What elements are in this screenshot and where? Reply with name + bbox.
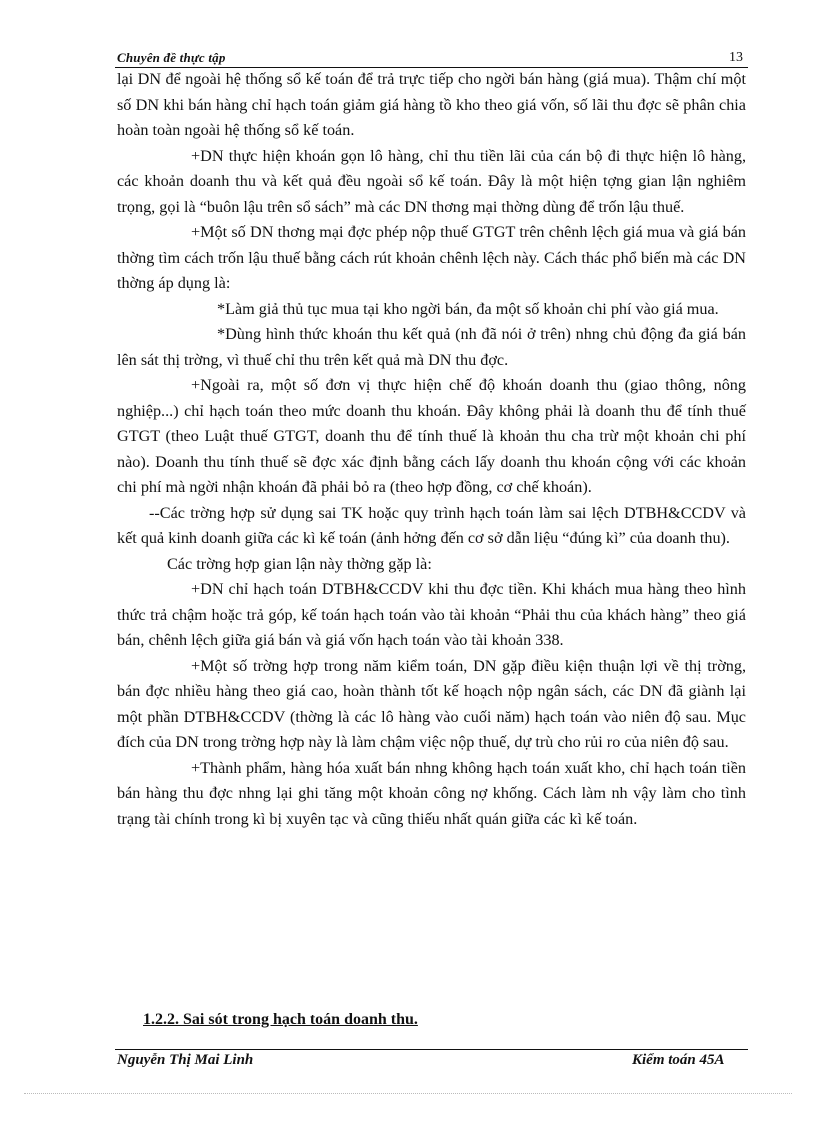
paragraph: +DN chỉ hạch toán DTBH&CCDV khi thu đợc tiền. Khi khách mua hàng theo hình thức trả chậm hoặc trả góp, kế toán hạch toán vào tài khoản “Phải thu của khách hàng” theo giá bán, chênh lệch giữa giá bán và giá vốn hạch toán vào tài khoản 338.	[117, 580, 746, 649]
header-title: Chuyên đề thực tập	[117, 50, 226, 65]
page-number: 13	[729, 50, 743, 65]
paragraph: lại DN để ngoài hệ thống sổ kế toán để trả trực tiếp cho ngời bán hàng (giá mua). Thậm chí một số DN khi bán hàng chỉ hạch toán giảm giá hàng tồ kho theo giá vốn, số lãi thu đợc sẽ phân chia hoàn toàn ngoài hệ thống sổ kế toán.	[117, 70, 746, 139]
footer-class: Kiểm toán 45A	[632, 1052, 725, 1068]
paragraph: +Thành phẩm, hàng hóa xuất bán nhng không hạch toán xuất kho, chỉ hạch toán tiền bán hàng thu đợc nhng lại ghi tăng một khoản công nợ khống. Cách làm nh vậy làm cho tình trạng tài chính trong kì bị xuyên tạc và cũng thiếu nhất quán giữa các kì kế toán.	[117, 758, 746, 828]
paragraph: --Các trờng hợp sử dụng sai TK hoặc quy trình hạch toán làm sai lệch DTBH&CCDV và kết quả kinh doanh giữa các kì kế toán (ảnh hởng đến cơ sở dẫn liệu “đúng kì” của doanh thu).	[117, 503, 746, 547]
footer-author: Nguyễn Thị Mai Linh	[117, 1052, 254, 1068]
paragraph: *Dùng hình thức khoán thu kết quả (nh đã nói ở trên) nhng chủ động đa giá bán lên sát thị trờng, vì thuế chỉ thu trên kết quả mà DN thu đợc.	[117, 325, 746, 369]
paragraph: *Làm giả thủ tục mua tại kho ngời bán, đa một số khoản chi phí vào giá mua.	[217, 299, 719, 318]
paragraph: +Một số trờng hợp trong năm kiểm toán, DN gặp điều kiện thuận lợi về thị trờng, bán đợc nhiều hàng theo giá cao, hoàn thành tốt kế hoạch nộp ngân sách, các DN đã giành lại một phần DTBH&CCDV (thờng là các lô hàng vào cuối năm) hạch toán vào niên độ sau. Mục đích của DN trong trờng hợp này là làm chậm việc nộp thuế, dự trù cho rủi ro của niên độ sau.	[117, 656, 746, 751]
section-heading: 1.2.2. Sai sót trong hạch toán doanh thu.	[143, 1011, 418, 1028]
paragraph: Các trờng hợp gian lận này thờng gặp là:	[167, 554, 432, 573]
page-bottom-divider	[24, 1093, 792, 1094]
paragraph: +DN thực hiện khoán gọn lô hàng, chỉ thu tiền lãi của cán bộ đi thực hiện lô hàng, các khoản doanh thu và kết quả đều ngoài sổ kế toán. Đây là một hiện tợng gian lận nghiêm trọng, gọi là “buôn lậu trên sổ sách” mà các DN thơng mại thờng dùng để trốn lậu thuế.	[117, 146, 746, 216]
body-text	[117, 67, 746, 832]
paragraph: +Ngoài ra, một số đơn vị thực hiện chế độ khoán doanh thu (giao thông, nông nghiệp...) chỉ hạch toán theo mức doanh thu khoán. Đây không phải là doanh thu để tính thuế GTGT (theo Luật thuế GTGT, doanh thu để tính thuế là khoản thu cha trừ một khoản chi phí nào). Doanh thu tính thuế sẽ đợc xác định bằng cách lấy doanh thu khoán cộng với các khoản chi phí mà ngời nhận khoán đã phải bỏ ra (theo hợp đồng, cơ chế khoán).	[117, 376, 746, 496]
footer-rule	[115, 1049, 748, 1050]
paragraph: +Một số DN thơng mại đợc phép nộp thuế GTGT trên chênh lệch giá mua và giá bán thờng tìm cách trốn lậu thuế bằng cách rút khoản chênh lệch này. Cách thác phổ biến mà các DN thờng áp dụng là:	[117, 223, 746, 292]
